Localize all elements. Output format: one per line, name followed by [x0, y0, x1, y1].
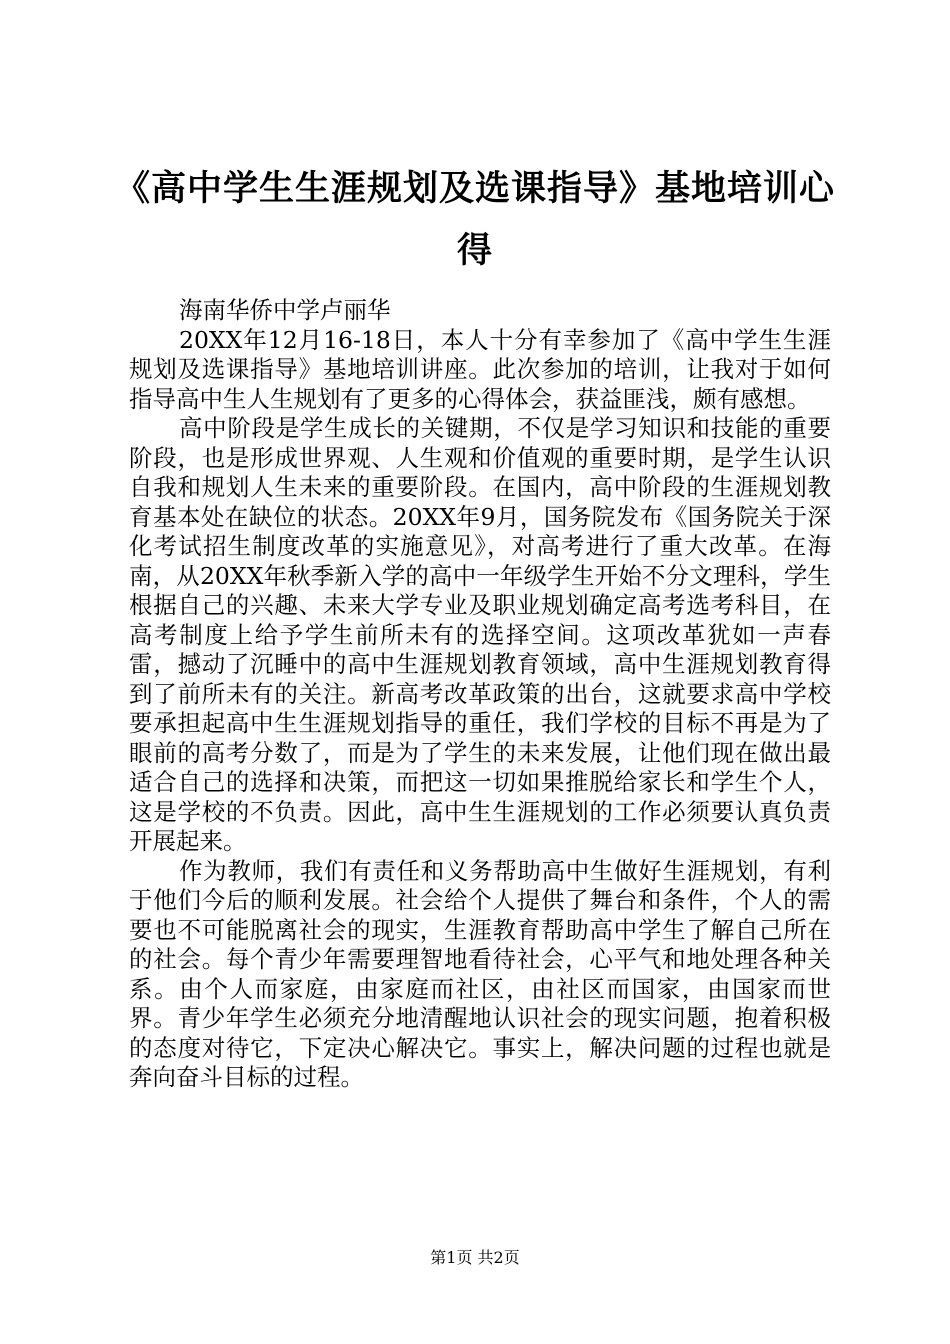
author-line: 海南华侨中学卢丽华: [179, 296, 391, 324]
document-body: [129, 296, 831, 1093]
page-title: 《高中学生生涯规划及选课指导》基地培训心得: [114, 169, 835, 271]
paragraph-1: 20XX年12月16-18日，本人十分有幸参加了《高中学生生涯规划及选课指导》基地培训讲座。此次参加的培训，让我对于如何指导高中生人生规划有了更多的心得体会，获益匪浅，颇有感想。: [129, 325, 831, 413]
paragraph-3: 作为教师，我们有责任和义务帮助高中生做好生涯规划，有利于他们今后的顺利发展。社会给个人提供了舞台和条件，个人的需要也不可能脱离社会的现实，生涯教育帮助高中学生了解自己所在的社会。每个青少年需要理智地看待社会，心平气和地处理各种关系。由个人而家庭，由家庭而社区，由社区而国家，由国家而世界。青少年学生必须充分地清醒地认识社会的现实问题，抱着积极的态度对待它，下定决心解决它。事实上，解决问题的过程也就是奔向奋斗目标的过程。: [129, 856, 831, 1091]
paragraph-2: 高中阶段是学生成长的关键期，不仅是学习知识和技能的重要阶段，也是形成世界观、人生观和价值观的重要时期，是学生认识自我和规划人生未来的重要阶段。在国内，高中阶段的生涯规划教育基本处在缺位的状态。20XX年9月，国务院发布《国务院关于深化考试招生制度改革的实施意见》，对高考进行了重大改革。在海南，从20XX年秋季新入学的高中一年级学生开始不分文理科，学生根据自己的兴趣、未来大学专业及职业规划确定高考选考科目，在高考制度上给予学生前所未有的选择空间。这项改革犹如一声春雷，撼动了沉睡中的高中生涯规划教育领域，高中生涯规划教育得到了前所未有的关注。新高考改革政策的出台，这就要求高中学校要承担起高中生生涯规划指导的重任，我们学校的目标不再是为了眼前的高考分数了，而是为了学生的未来发展，让他们现在做出最适合自己的选择和决策，而把这一切如果推脱给家长和学生个人，这是学校的不负责。因此，高中生生涯规划的工作必须要认真负责开展起来。: [129, 414, 831, 855]
page-footer: 第1页 共2页: [430, 1248, 520, 1267]
